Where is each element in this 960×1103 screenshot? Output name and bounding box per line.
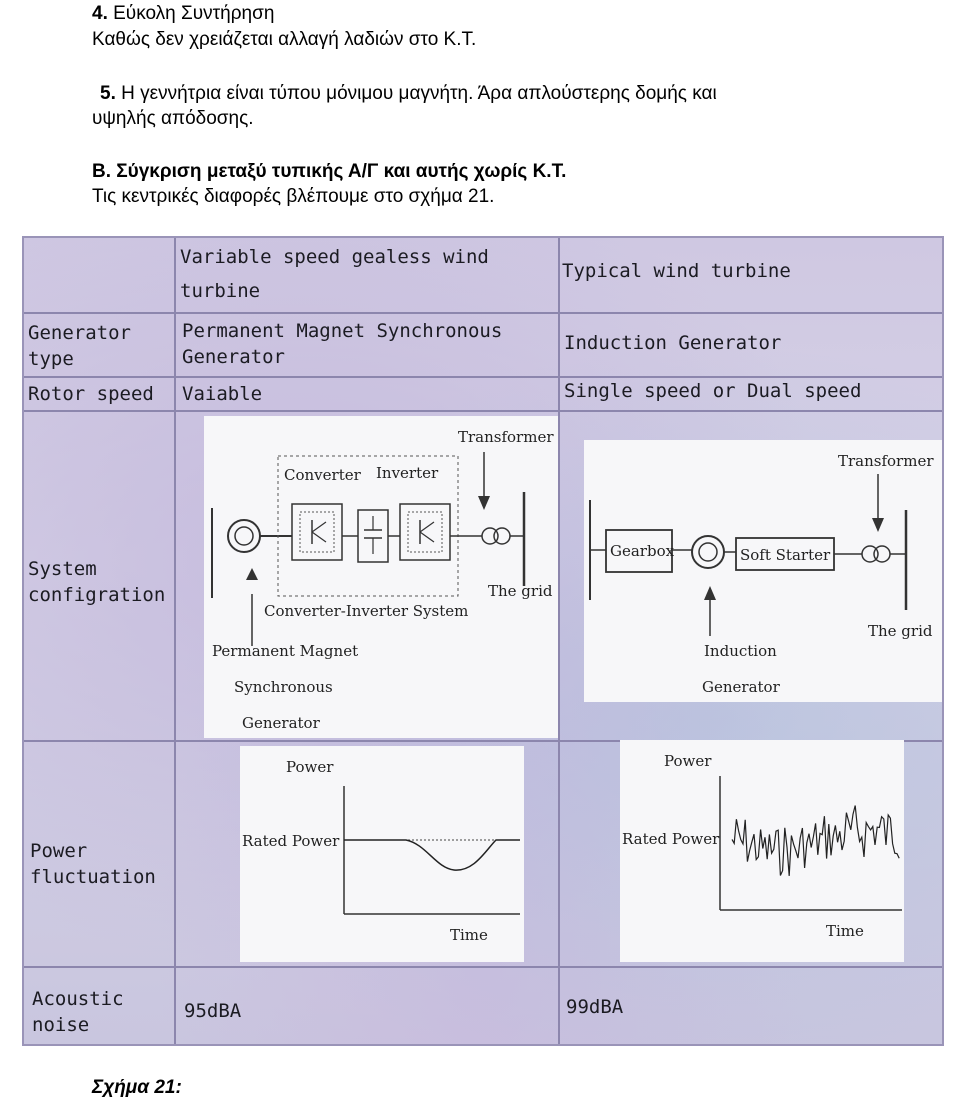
gearbox-label: Gearbox [610,542,675,560]
system-config-label-2: configration [28,584,166,606]
rotor-speed-col2: Single speed or Dual speed [564,380,862,402]
acoustic-col2: 99dBA [566,996,624,1018]
acoustic-label-1: Acoustic [32,988,124,1010]
induction-label-2: Generator [702,678,780,696]
pm-generator-symbol [228,520,260,552]
right-plot-time-label: Time [826,922,864,940]
power-fluct-label-1: Power [30,840,88,862]
comparison-table-scan [22,236,944,1046]
pm-label-1: Permanent Magnet [212,642,359,660]
point-4-heading [92,2,274,26]
generator-type-label-2: type [28,348,74,370]
acoustic-col1: 95dBA [184,1000,242,1022]
col2-header: Typical wind turbine [562,260,791,282]
power-fluct-label-2: fluctuation [30,866,156,888]
typical-config-diagram [584,440,942,702]
point-4-body: Καθώς δεν χρειάζεται αλλαγή λαδιών στο Κ.Τ. [92,29,477,50]
row-divider [24,312,942,314]
grid-label-left: The grid [488,582,553,600]
generator-type-col2: Induction Generator [564,332,782,354]
variable-speed-config-diagram [204,416,558,738]
right-plot-power-label: Power [664,752,712,770]
system-label: Converter-Inverter System [264,602,469,620]
point-5-text: Η γεννήτρια είναι τύπου μόνιμου μαγνήτη. Άρα απλούστερης δομής και [115,83,717,104]
left-plot-time-label: Time [450,926,488,944]
power-plot-typical [620,740,904,962]
col1-header-line1: Variable speed gealess wind [180,246,489,268]
transformer-label-left: Transformer [458,428,554,446]
section-b-body: Τις κεντρικές διαφορές βλέπουμε στο σχήμα 21. [92,186,495,207]
point-5-number: 5. [100,83,116,104]
right-plot-rated-label: Rated Power [622,830,720,848]
power-curve-fluctuating [732,806,899,876]
point-5-line2: υψηλής απόδοσης. [92,108,254,129]
grid-label-right: The grid [868,622,933,640]
generator-type-col1-2: Generator [182,346,285,368]
transformer-label-right: Transformer [838,452,934,470]
left-plot-power-label: Power [286,758,334,776]
point-4-number: 4. [92,3,108,24]
generator-type-col1-1: Permanent Magnet Synchronous [182,320,503,342]
system-config-label-1: System [28,558,97,580]
section-b-heading: Β. Σύγκριση μεταξύ τυπικής Α/Γ και αυτής χωρίς Κ.Τ. [92,161,567,182]
pm-label-3: Generator [242,714,320,732]
induction-generator-symbol [692,536,724,568]
point-5-line1 [100,82,717,106]
rotor-speed-label: Rotor speed [28,383,154,405]
acoustic-label-2: noise [32,1014,90,1036]
converter-label: Converter [284,466,361,484]
point-4-title: Εύκολη Συντήρηση [107,3,275,24]
rotor-speed-col1: Vaiable [182,383,263,405]
pm-label-2: Synchronous [234,678,333,696]
generator-type-label-1: Generator [28,322,131,344]
soft-starter-label: Soft Starter [740,546,831,564]
induction-label-1: Induction [704,642,777,660]
column-divider [558,238,560,1044]
col1-header-line2: turbine [180,280,261,302]
column-divider [174,238,176,1044]
left-plot-rated-label: Rated Power [242,832,340,850]
inverter-label: Inverter [376,464,439,482]
power-plot-variable-speed [240,746,524,962]
figure-caption: Σχήμα 21: [92,1077,182,1098]
row-divider [24,410,942,412]
row-divider [24,966,942,968]
power-curve-smooth [344,840,520,870]
